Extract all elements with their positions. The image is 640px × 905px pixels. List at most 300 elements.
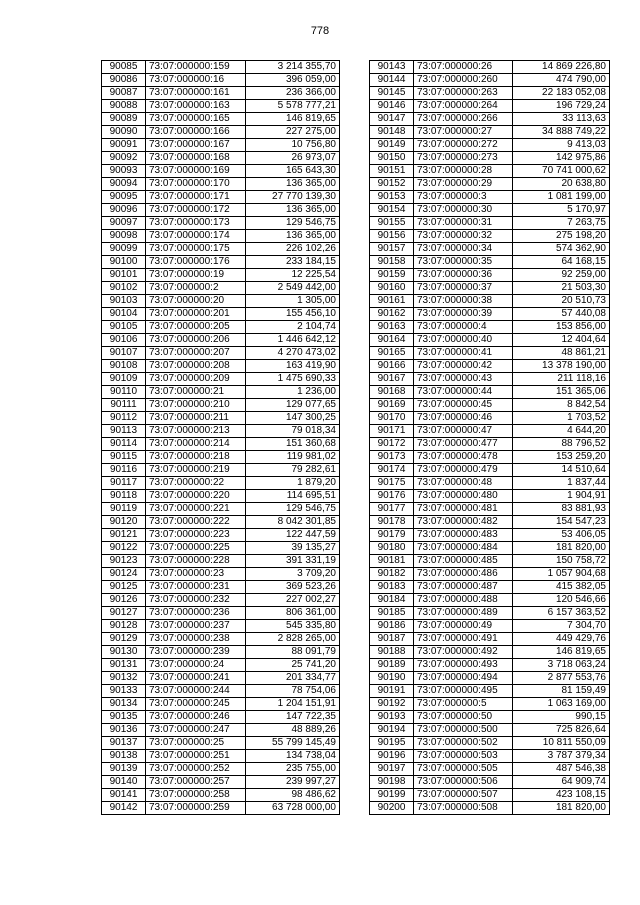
row-number-cell: 90174 — [370, 464, 414, 477]
table-row — [102, 516, 340, 529]
table-row — [370, 659, 610, 672]
cadastral-number-cell: 73:07:000000:171 — [146, 191, 246, 204]
cadastral-number-cell: 73:07:000000:247 — [146, 724, 246, 737]
amount-cell: 3 718 063,24 — [513, 659, 610, 672]
row-number-cell: 90181 — [370, 555, 414, 568]
row-number-cell: 90127 — [102, 607, 146, 620]
row-number-cell: 90160 — [370, 282, 414, 295]
row-number-cell: 90183 — [370, 581, 414, 594]
cadastral-number-cell: 73:07:000000:21 — [146, 386, 246, 399]
cadastral-number-cell: 73:07:000000:257 — [146, 776, 246, 789]
row-number-cell: 90124 — [102, 568, 146, 581]
table-row — [102, 399, 340, 412]
right-register-table — [369, 60, 610, 815]
row-number-cell: 90116 — [102, 464, 146, 477]
table-row — [370, 698, 610, 711]
table-row — [102, 737, 340, 750]
table-row — [370, 243, 610, 256]
cadastral-number-cell: 73:07:000000:209 — [146, 373, 246, 386]
table-row — [370, 295, 610, 308]
cadastral-number-cell: 73:07:000000:36 — [414, 269, 513, 282]
table-row — [102, 100, 340, 113]
row-number-cell: 90200 — [370, 802, 414, 815]
row-number-cell: 90120 — [102, 516, 146, 529]
row-number-cell: 90100 — [102, 256, 146, 269]
row-number-cell: 90125 — [102, 581, 146, 594]
cadastral-number-cell: 73:07:000000:163 — [146, 100, 246, 113]
table-row — [102, 555, 340, 568]
row-number-cell: 90153 — [370, 191, 414, 204]
amount-cell: 64 168,15 — [513, 256, 610, 269]
amount-cell: 70 741 000,62 — [513, 165, 610, 178]
table-row — [102, 74, 340, 87]
table-row — [102, 243, 340, 256]
row-number-cell: 90151 — [370, 165, 414, 178]
amount-cell: 155 456,10 — [246, 308, 340, 321]
table-row — [102, 477, 340, 490]
table-row — [370, 802, 610, 815]
cadastral-number-cell: 73:07:000000:238 — [146, 633, 246, 646]
cadastral-number-cell: 73:07:000000:494 — [414, 672, 513, 685]
table-row — [370, 282, 610, 295]
amount-cell: 78 754,06 — [246, 685, 340, 698]
cadastral-number-cell: 73:07:000000:258 — [146, 789, 246, 802]
amount-cell: 1 904,91 — [513, 490, 610, 503]
cadastral-number-cell: 73:07:000000:5 — [414, 698, 513, 711]
row-number-cell: 90104 — [102, 308, 146, 321]
amount-cell: 146 819,65 — [246, 113, 340, 126]
table-row — [102, 438, 340, 451]
row-number-cell: 90143 — [370, 61, 414, 74]
table-row — [370, 750, 610, 763]
row-number-cell: 90178 — [370, 516, 414, 529]
amount-cell: 226 102,26 — [246, 243, 340, 256]
row-number-cell: 90177 — [370, 503, 414, 516]
row-number-cell: 90141 — [102, 789, 146, 802]
row-number-cell: 90110 — [102, 386, 146, 399]
cadastral-number-cell: 73:07:000000:20 — [146, 295, 246, 308]
table-row — [102, 711, 340, 724]
amount-cell: 1 057 904,68 — [513, 568, 610, 581]
amount-cell: 196 729,24 — [513, 100, 610, 113]
table-row — [370, 607, 610, 620]
cadastral-number-cell: 73:07:000000:251 — [146, 750, 246, 763]
amount-cell: 211 118,16 — [513, 373, 610, 386]
amount-cell: 5 578 777,21 — [246, 100, 340, 113]
row-number-cell: 90175 — [370, 477, 414, 490]
table-row — [102, 581, 340, 594]
cadastral-number-cell: 73:07:000000:507 — [414, 789, 513, 802]
table-row — [102, 776, 340, 789]
table-row — [370, 568, 610, 581]
amount-cell: 79 018,34 — [246, 425, 340, 438]
table-row — [102, 230, 340, 243]
amount-cell: 396 059,00 — [246, 74, 340, 87]
table-row — [102, 61, 340, 74]
row-number-cell: 90159 — [370, 269, 414, 282]
table-row — [370, 399, 610, 412]
cadastral-number-cell: 73:07:000000:50 — [414, 711, 513, 724]
cadastral-number-cell: 73:07:000000:225 — [146, 542, 246, 555]
amount-cell: 10 756,80 — [246, 139, 340, 152]
page-number: 778 — [310, 25, 330, 37]
table-row — [102, 594, 340, 607]
cadastral-number-cell: 73:07:000000:35 — [414, 256, 513, 269]
row-number-cell: 90147 — [370, 113, 414, 126]
row-number-cell: 90171 — [370, 425, 414, 438]
cadastral-number-cell: 73:07:000000:477 — [414, 438, 513, 451]
row-number-cell: 90117 — [102, 477, 146, 490]
cadastral-number-cell: 73:07:000000:19 — [146, 269, 246, 282]
table-row — [370, 464, 610, 477]
amount-cell: 134 738,04 — [246, 750, 340, 763]
table-row — [370, 516, 610, 529]
row-number-cell: 90103 — [102, 295, 146, 308]
amount-cell: 146 819,65 — [513, 646, 610, 659]
cadastral-number-cell: 73:07:000000:166 — [146, 126, 246, 139]
row-number-cell: 90087 — [102, 87, 146, 100]
amount-cell: 236 366,00 — [246, 87, 340, 100]
table-row — [102, 659, 340, 672]
table-row — [370, 425, 610, 438]
amount-cell: 20 510,73 — [513, 295, 610, 308]
amount-cell: 34 888 749,22 — [513, 126, 610, 139]
amount-cell: 8 842,54 — [513, 399, 610, 412]
cadastral-number-cell: 73:07:000000:264 — [414, 100, 513, 113]
cadastral-number-cell: 73:07:000000:486 — [414, 568, 513, 581]
amount-cell: 181 820,00 — [513, 542, 610, 555]
cadastral-number-cell: 73:07:000000:220 — [146, 490, 246, 503]
cadastral-number-cell: 73:07:000000:263 — [414, 87, 513, 100]
table-row — [102, 789, 340, 802]
row-number-cell: 90134 — [102, 698, 146, 711]
cadastral-number-cell: 73:07:000000:32 — [414, 230, 513, 243]
cadastral-number-cell: 73:07:000000:42 — [414, 360, 513, 373]
amount-cell: 129 546,75 — [246, 217, 340, 230]
cadastral-number-cell: 73:07:000000:508 — [414, 802, 513, 815]
table-row — [370, 581, 610, 594]
table-row — [370, 542, 610, 555]
amount-cell: 20 638,80 — [513, 178, 610, 191]
row-number-cell: 90094 — [102, 178, 146, 191]
table-row — [370, 477, 610, 490]
cadastral-number-cell: 73:07:000000:213 — [146, 425, 246, 438]
cadastral-number-cell: 73:07:000000:45 — [414, 399, 513, 412]
cadastral-number-cell: 73:07:000000:29 — [414, 178, 513, 191]
cadastral-number-cell: 73:07:000000:500 — [414, 724, 513, 737]
cadastral-number-cell: 73:07:000000:211 — [146, 412, 246, 425]
amount-cell: 136 365,00 — [246, 204, 340, 217]
row-number-cell: 90119 — [102, 503, 146, 516]
table-row — [370, 113, 610, 126]
row-number-cell: 90121 — [102, 529, 146, 542]
amount-cell: 48 861,21 — [513, 347, 610, 360]
row-number-cell: 90149 — [370, 139, 414, 152]
table-row — [102, 360, 340, 373]
cadastral-number-cell: 73:07:000000:483 — [414, 529, 513, 542]
row-number-cell: 90176 — [370, 490, 414, 503]
table-row — [102, 633, 340, 646]
row-number-cell: 90086 — [102, 74, 146, 87]
amount-cell: 13 378 190,00 — [513, 360, 610, 373]
amount-cell: 12 404,64 — [513, 334, 610, 347]
cadastral-number-cell: 73:07:000000:165 — [146, 113, 246, 126]
cadastral-number-cell: 73:07:000000:27 — [414, 126, 513, 139]
cadastral-number-cell: 73:07:000000:170 — [146, 178, 246, 191]
cadastral-number-cell: 73:07:000000:24 — [146, 659, 246, 672]
row-number-cell: 90144 — [370, 74, 414, 87]
row-number-cell: 90085 — [102, 61, 146, 74]
row-number-cell: 90167 — [370, 373, 414, 386]
row-number-cell: 90165 — [370, 347, 414, 360]
table-row — [102, 698, 340, 711]
row-number-cell: 90170 — [370, 412, 414, 425]
cadastral-number-cell: 73:07:000000:503 — [414, 750, 513, 763]
table-row — [102, 672, 340, 685]
cadastral-number-cell: 73:07:000000:159 — [146, 61, 246, 74]
amount-cell: 165 643,30 — [246, 165, 340, 178]
amount-cell: 1 475 690,33 — [246, 373, 340, 386]
cadastral-number-cell: 73:07:000000:481 — [414, 503, 513, 516]
row-number-cell: 90199 — [370, 789, 414, 802]
table-row — [370, 776, 610, 789]
cadastral-number-cell: 73:07:000000:222 — [146, 516, 246, 529]
amount-cell: 63 728 000,00 — [246, 802, 340, 815]
table-row — [370, 386, 610, 399]
cadastral-number-cell: 73:07:000000:28 — [414, 165, 513, 178]
table-row — [370, 737, 610, 750]
row-number-cell: 90105 — [102, 321, 146, 334]
cadastral-number-cell: 73:07:000000:502 — [414, 737, 513, 750]
amount-cell: 129 546,75 — [246, 503, 340, 516]
table-row — [370, 763, 610, 776]
amount-cell: 5 170,97 — [513, 204, 610, 217]
amount-cell: 120 546,66 — [513, 594, 610, 607]
row-number-cell: 90106 — [102, 334, 146, 347]
cadastral-number-cell: 73:07:000000:40 — [414, 334, 513, 347]
amount-cell: 369 523,26 — [246, 581, 340, 594]
cadastral-number-cell: 73:07:000000:161 — [146, 87, 246, 100]
cadastral-number-cell: 73:07:000000:210 — [146, 399, 246, 412]
amount-cell: 1 703,52 — [513, 412, 610, 425]
amount-cell: 1 837,44 — [513, 477, 610, 490]
cadastral-number-cell: 73:07:000000:236 — [146, 607, 246, 620]
amount-cell: 235 755,00 — [246, 763, 340, 776]
row-number-cell: 90109 — [102, 373, 146, 386]
cadastral-number-cell: 73:07:000000:37 — [414, 282, 513, 295]
amount-cell: 81 159,49 — [513, 685, 610, 698]
cadastral-number-cell: 73:07:000000:25 — [146, 737, 246, 750]
amount-cell: 53 406,05 — [513, 529, 610, 542]
cadastral-number-cell: 73:07:000000:172 — [146, 204, 246, 217]
amount-cell: 233 184,15 — [246, 256, 340, 269]
amount-cell: 474 790,00 — [513, 74, 610, 87]
row-number-cell: 90090 — [102, 126, 146, 139]
row-number-cell: 90182 — [370, 568, 414, 581]
amount-cell: 22 183 052,08 — [513, 87, 610, 100]
cadastral-number-cell: 73:07:000000:492 — [414, 646, 513, 659]
table-row — [102, 139, 340, 152]
row-number-cell: 90148 — [370, 126, 414, 139]
cadastral-number-cell: 73:07:000000:208 — [146, 360, 246, 373]
cadastral-number-cell: 73:07:000000:223 — [146, 529, 246, 542]
table-row — [370, 74, 610, 87]
cadastral-number-cell: 73:07:000000:491 — [414, 633, 513, 646]
row-number-cell: 90140 — [102, 776, 146, 789]
table-row — [102, 178, 340, 191]
table-row — [370, 230, 610, 243]
cadastral-number-cell: 73:07:000000:259 — [146, 802, 246, 815]
cadastral-number-cell: 73:07:000000:214 — [146, 438, 246, 451]
amount-cell: 3 214 355,70 — [246, 61, 340, 74]
row-number-cell: 90169 — [370, 399, 414, 412]
table-row — [102, 685, 340, 698]
row-number-cell: 90158 — [370, 256, 414, 269]
cadastral-number-cell: 73:07:000000:246 — [146, 711, 246, 724]
cadastral-number-cell: 73:07:000000:31 — [414, 217, 513, 230]
table-row — [102, 568, 340, 581]
amount-cell: 27 770 139,30 — [246, 191, 340, 204]
amount-cell: 725 826,64 — [513, 724, 610, 737]
row-number-cell: 90133 — [102, 685, 146, 698]
cadastral-number-cell: 73:07:000000:175 — [146, 243, 246, 256]
table-row — [370, 789, 610, 802]
cadastral-number-cell: 73:07:000000:168 — [146, 152, 246, 165]
amount-cell: 8 042 301,85 — [246, 516, 340, 529]
cadastral-number-cell: 73:07:000000:272 — [414, 139, 513, 152]
cadastral-number-cell: 73:07:000000:480 — [414, 490, 513, 503]
row-number-cell: 90135 — [102, 711, 146, 724]
cadastral-number-cell: 73:07:000000:169 — [146, 165, 246, 178]
cadastral-number-cell: 73:07:000000:232 — [146, 594, 246, 607]
table-row — [370, 308, 610, 321]
left-table-body — [102, 61, 340, 815]
cadastral-number-cell: 73:07:000000:38 — [414, 295, 513, 308]
table-row — [102, 217, 340, 230]
table-row — [370, 438, 610, 451]
row-number-cell: 90137 — [102, 737, 146, 750]
table-row — [102, 646, 340, 659]
cadastral-number-cell: 73:07:000000:228 — [146, 555, 246, 568]
table-row — [370, 204, 610, 217]
table-row — [102, 464, 340, 477]
amount-cell: 55 799 145,49 — [246, 737, 340, 750]
row-number-cell: 90131 — [102, 659, 146, 672]
cadastral-number-cell: 73:07:000000:30 — [414, 204, 513, 217]
row-number-cell: 90097 — [102, 217, 146, 230]
amount-cell: 48 889,26 — [246, 724, 340, 737]
row-number-cell: 90093 — [102, 165, 146, 178]
right-table-body — [370, 61, 610, 815]
amount-cell: 9 413,03 — [513, 139, 610, 152]
amount-cell: 151 360,68 — [246, 438, 340, 451]
table-row — [102, 503, 340, 516]
amount-cell: 26 973,07 — [246, 152, 340, 165]
table-row — [102, 126, 340, 139]
cadastral-number-cell: 73:07:000000:48 — [414, 477, 513, 490]
row-number-cell: 90088 — [102, 100, 146, 113]
row-number-cell: 90198 — [370, 776, 414, 789]
amount-cell: 227 002,27 — [246, 594, 340, 607]
cadastral-number-cell: 73:07:000000:266 — [414, 113, 513, 126]
left-register-table — [101, 60, 340, 815]
row-number-cell: 90194 — [370, 724, 414, 737]
row-number-cell: 90157 — [370, 243, 414, 256]
cadastral-number-cell: 73:07:000000:231 — [146, 581, 246, 594]
table-row — [370, 191, 610, 204]
row-number-cell: 90118 — [102, 490, 146, 503]
row-number-cell: 90132 — [102, 672, 146, 685]
cadastral-number-cell: 73:07:000000:487 — [414, 581, 513, 594]
amount-cell: 806 361,00 — [246, 607, 340, 620]
cadastral-number-cell: 73:07:000000:484 — [414, 542, 513, 555]
table-row — [102, 269, 340, 282]
table-row — [370, 347, 610, 360]
table-row — [370, 269, 610, 282]
amount-cell: 201 334,77 — [246, 672, 340, 685]
table-row — [370, 217, 610, 230]
cadastral-number-cell: 73:07:000000:44 — [414, 386, 513, 399]
row-number-cell: 90155 — [370, 217, 414, 230]
amount-cell: 239 997,27 — [246, 776, 340, 789]
cadastral-number-cell: 73:07:000000:485 — [414, 555, 513, 568]
row-number-cell: 90130 — [102, 646, 146, 659]
row-number-cell: 90191 — [370, 685, 414, 698]
table-row — [370, 724, 610, 737]
cadastral-number-cell: 73:07:000000:201 — [146, 308, 246, 321]
amount-cell: 129 077,65 — [246, 399, 340, 412]
table-row — [102, 165, 340, 178]
row-number-cell: 90128 — [102, 620, 146, 633]
table-row — [102, 191, 340, 204]
table-row — [102, 750, 340, 763]
cadastral-number-cell: 73:07:000000:207 — [146, 347, 246, 360]
cadastral-number-cell: 73:07:000000:4 — [414, 321, 513, 334]
table-row — [370, 594, 610, 607]
table-row — [370, 633, 610, 646]
row-number-cell: 90114 — [102, 438, 146, 451]
row-number-cell: 90098 — [102, 230, 146, 243]
amount-cell: 487 546,38 — [513, 763, 610, 776]
row-number-cell: 90156 — [370, 230, 414, 243]
amount-cell: 1 446 642,12 — [246, 334, 340, 347]
table-row — [102, 425, 340, 438]
amount-cell: 3 709,20 — [246, 568, 340, 581]
amount-cell: 4 270 473,02 — [246, 347, 340, 360]
amount-cell: 990,15 — [513, 711, 610, 724]
row-number-cell: 90096 — [102, 204, 146, 217]
row-number-cell: 90145 — [370, 87, 414, 100]
row-number-cell: 90095 — [102, 191, 146, 204]
table-row — [102, 490, 340, 503]
row-number-cell: 90138 — [102, 750, 146, 763]
amount-cell: 2 828 265,00 — [246, 633, 340, 646]
amount-cell: 92 259,00 — [513, 269, 610, 282]
cadastral-number-cell: 73:07:000000:479 — [414, 464, 513, 477]
cadastral-number-cell: 73:07:000000:260 — [414, 74, 513, 87]
table-row — [370, 529, 610, 542]
amount-cell: 136 365,00 — [246, 230, 340, 243]
row-number-cell: 90164 — [370, 334, 414, 347]
row-number-cell: 90196 — [370, 750, 414, 763]
amount-cell: 39 135,27 — [246, 542, 340, 555]
row-number-cell: 90112 — [102, 412, 146, 425]
amount-cell: 6 157 363,52 — [513, 607, 610, 620]
amount-cell: 14 510,64 — [513, 464, 610, 477]
amount-cell: 3 787 379,34 — [513, 750, 610, 763]
row-number-cell: 90190 — [370, 672, 414, 685]
row-number-cell: 90193 — [370, 711, 414, 724]
